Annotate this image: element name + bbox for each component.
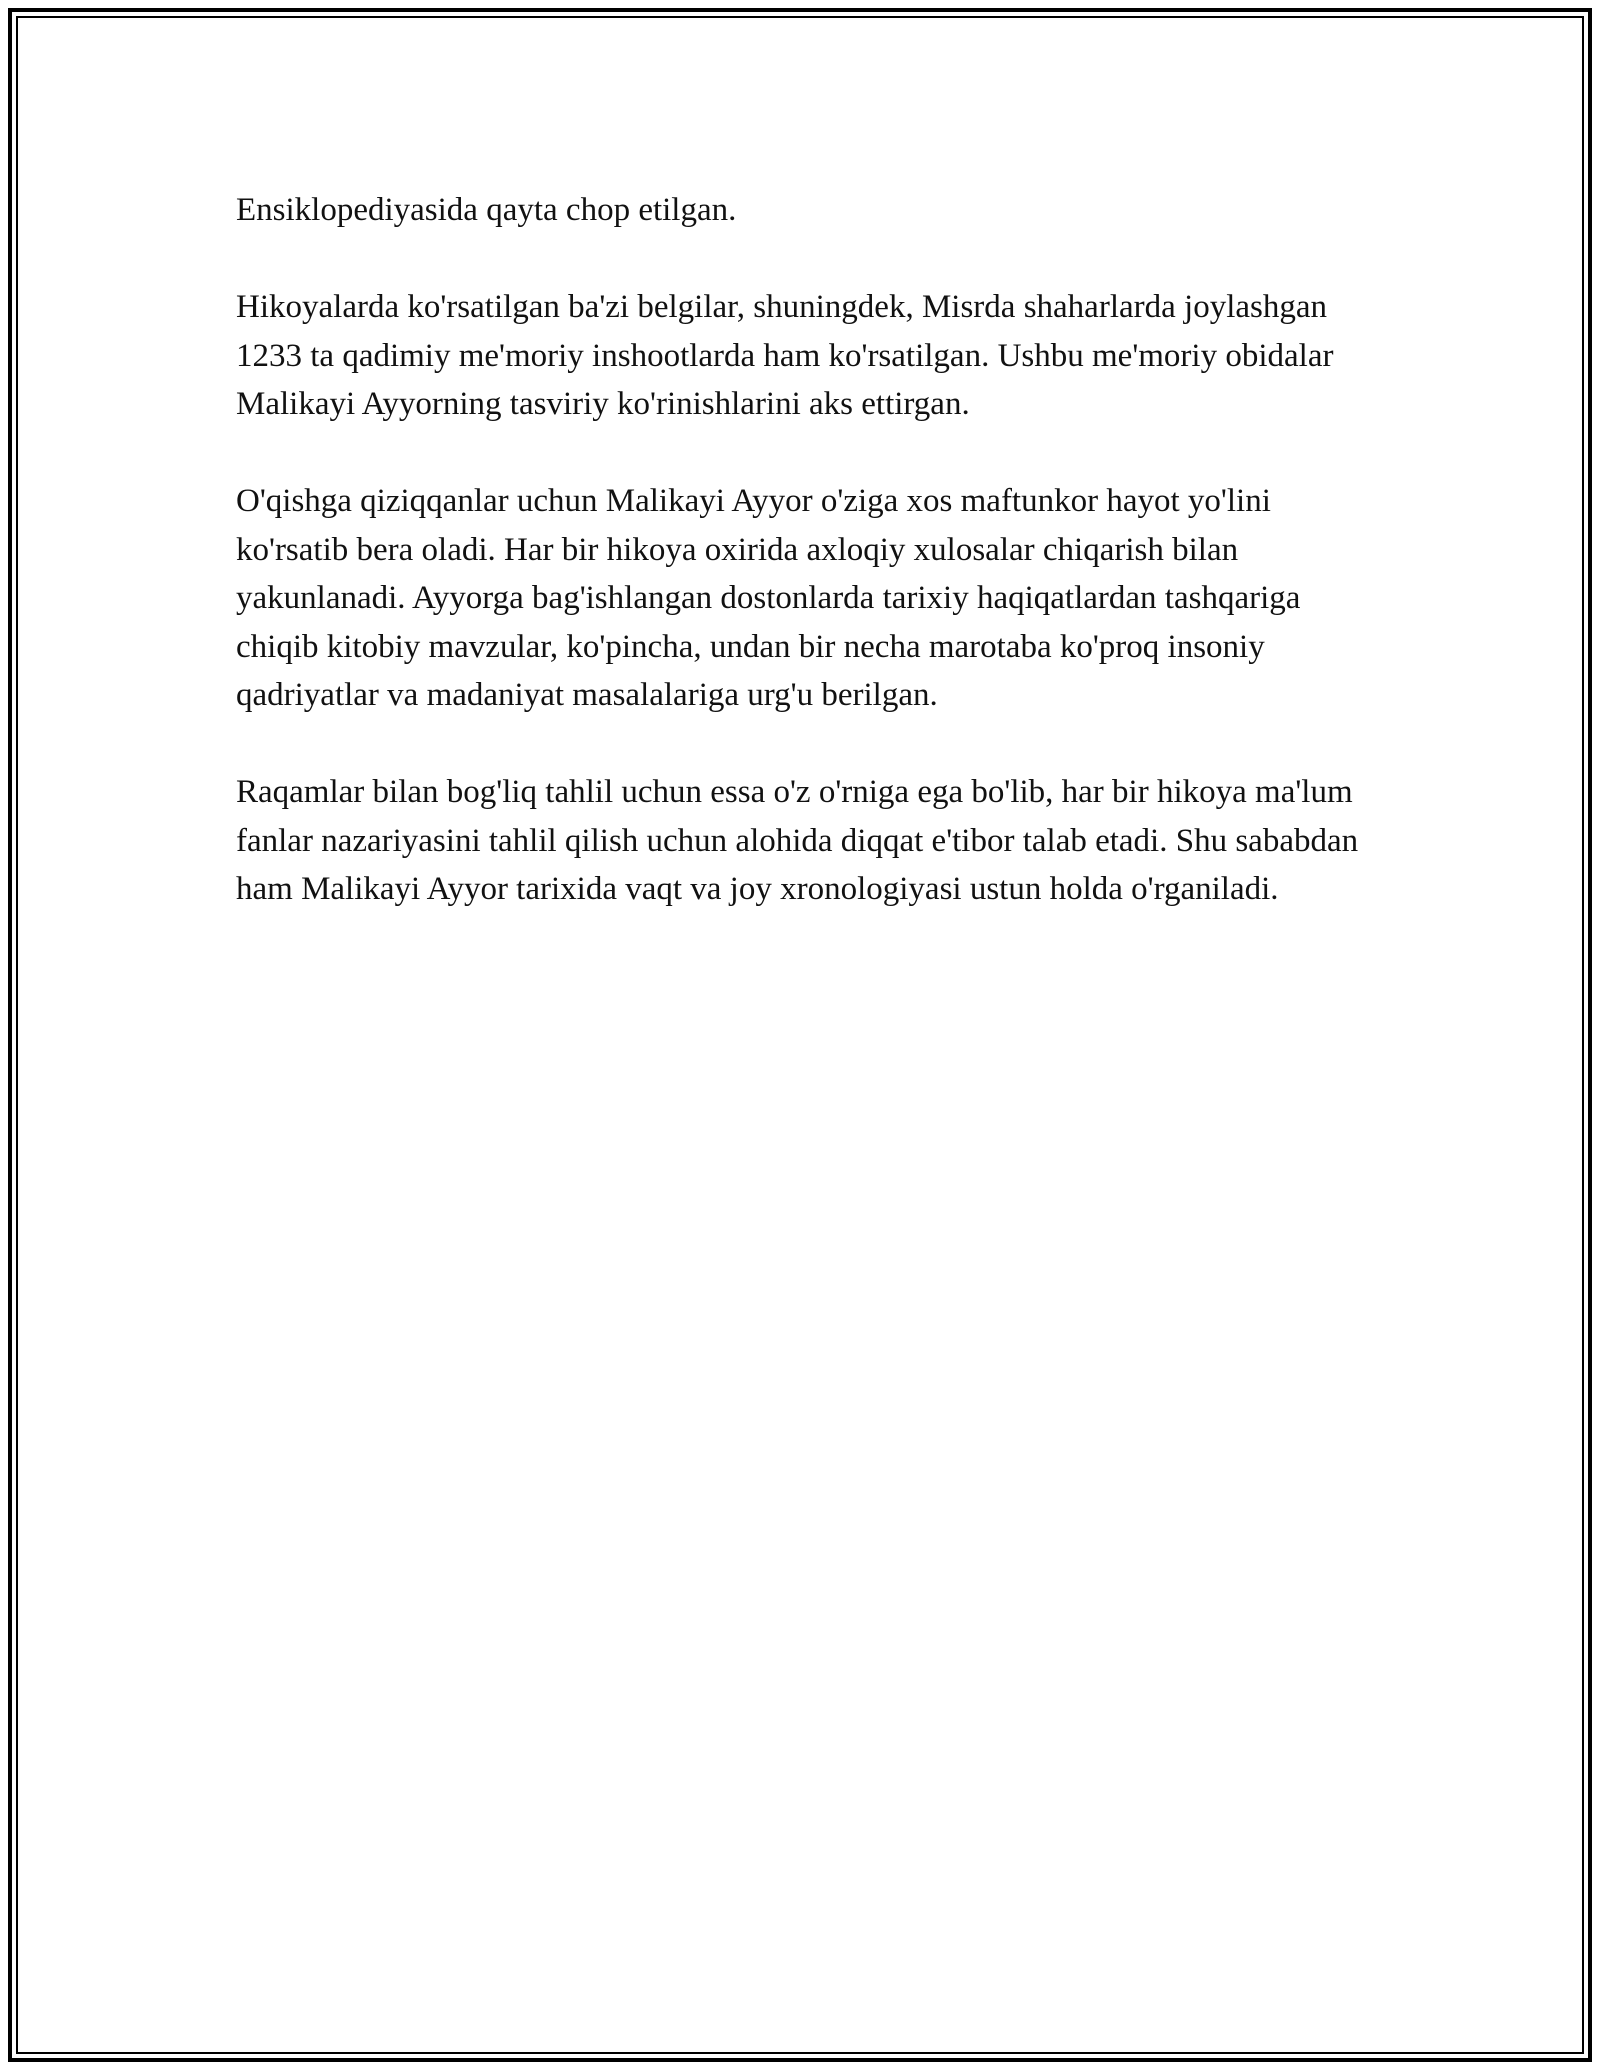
paragraph-4: Raqamlar bilan bog'liq tahlil uchun essa o'z o'rniga ega bo'lib, har bir hikoya ma'lum fanlar nazariyasini tahlil qilish uchun alohida diqqat e'tibor talab etadi. Shu sababdan ham Malikayi Ayyor tarixida vaqt va joy xronologiyasi ustun holda o'rganiladi. bbox=[236, 774, 1359, 907]
paragraph-1: Ensiklopediyasida qayta chop etilgan. bbox=[236, 192, 737, 228]
paragraph-3: O'qishga qiziqqanlar uchun Malikayi Ayyor o'ziga xos maftunkor hayot yo'lini ko'rsatib bera oladi. Har bir hikoya oxirida axloqiy xulosalar chiqarish bilan yakunlanadi. Ayyorga bag'ishlangan dostonlarda tarixiy haqiqatlardan tashqariga chiqib kitobiy mavzular, ko'pincha, undan bir necha marotaba ko'proq insoniy qadriyatlar va madaniyat masalalariga urg'u berilgan. bbox=[236, 483, 1301, 713]
paragraph-2: Hikoyalarda ko'rsatilgan ba'zi belgilar, shuningdek, Misrda shaharlarda joylashgan 1233 ta qadimiy me'moriy inshootlarda ham ko'rsatilgan. Ushbu me'moriy obidalar Malikayi Ayyorning tasviriy ko'rinishlarini aks ettirgan. bbox=[236, 289, 1334, 422]
document-body bbox=[236, 186, 1386, 914]
